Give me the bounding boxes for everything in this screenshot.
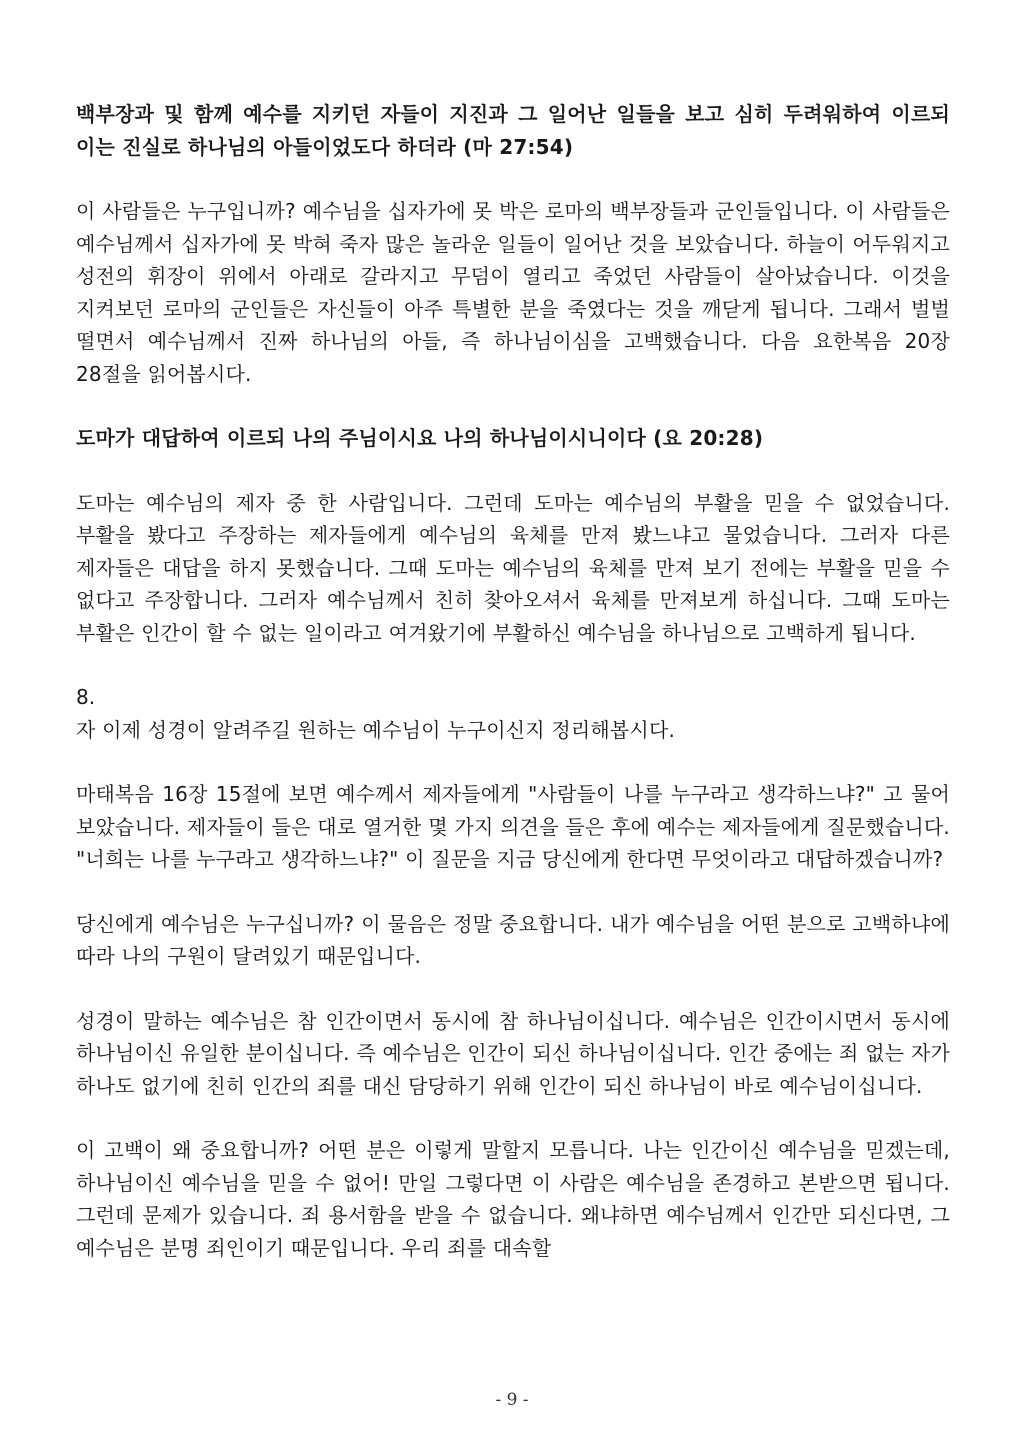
paragraph-thomas: 도마는 예수님의 제자 중 한 사람입니다. 그런데 도마는 예수님의 부활을 믿을 수 없었습니다. 부활을 봤다고 주장하는 제자들에게 예수님의 육체를 만져 봤느냐고 물었습니다. 그러자 다른 제자들은 대답을 하지 못했습니다. 그때 도마는 예수님의 육체를 만져 보기 전에는 부활을 믿을 수 없다고 주장합니다. 그러자 예수님께서 친히 찾아오셔서 육체를 만져보게 하십니다. 그때 도마는 부활은 인간이 할 수 없는 일이라고 여겨왔기에 부활하신 예수님을 하나님으로 고백하게 됩니다. <box>76 490 950 645</box>
spacer <box>76 163 950 195</box>
paragraph-why-important: 이 고백이 왜 중요합니까? 어떤 분은 이렇게 말할지 모릅니다. 나는 인간이신 예수님을 믿겠는데, 하나님이신 예수님을 믿을 수 없어! 만일 그렇다면 이 사람은 예수님을 존경하고 본받으면 됩니다. 그런데 문제가 있습니다. 죄 용서함을 받을 수 없습니다. 왜냐하면 예수님께서 인간만 되신다면, 그 예수님은 분명 죄인이기 때문입니다. 우리 죄를 대속할 <box>76 1138 950 1260</box>
section-number: 8. <box>76 685 96 709</box>
bible-verse-jn-20-28: 도마가 대답하여 이르되 나의 주님이시요 나의 하나님이시니이다 (요 20:28) <box>76 426 764 450</box>
paragraph-true-man-true-god: 성경이 말하는 예수님은 참 인간이면서 동시에 참 하나님이십니다. 예수님은 인간이시면서 동시에 하나님이신 유일한 분이십니다. 즉 예수님은 인간이 되신 하나님이십니다. 인간 중에는 죄 없는 자가 하나도 없기에 친히 인간의 죄를 대신 담당하기 위해 인간이 되신 하나님이 바로 예수님이십니다. <box>76 1008 950 1098</box>
spacer <box>76 1102 950 1134</box>
page-number: - 9 - <box>495 1390 529 1410</box>
paragraph-matthew-16: 마태복음 16장 15절에 보면 예수께서 제자들에게 "사람들이 나를 누구라고 생각하느냐?" 고 물어 보았습니다. 제자들이 들은 대로 열거한 몇 가지 의견을 들은 후에 예수는 제자들에게 질문했습니다. "너희는 나를 누구라고 생각하느냐?" 이 질문을 지금 당신에게 한다면 무엇이라고 대답하겠습니까? <box>76 782 950 871</box>
spacer <box>76 649 950 681</box>
spacer <box>76 390 950 422</box>
spacer <box>76 746 950 778</box>
section-intro: 자 이제 성경이 알려주길 원하는 예수님이 누구이신지 정리해봅시다. <box>76 717 676 742</box>
spacer <box>76 455 950 487</box>
paragraph-roman-soldiers: 이 사람들은 누구입니까? 예수님을 십자가에 못 박은 로마의 백부장들과 군인들입니다. 이 사람들은 예수님께서 십자가에 못 박혀 죽자 많은 놀라운 일들이 일어난 것을 보았습니다. 하늘이 어두워지고 성전의 휘장이 위에서 아래로 갈라지고 무덤이 열리고 죽었던 사람들이 살아났습니다. 이것을 지켜보던 로마의 군인들은 자신들이 아주 특별한 분을 죽였다는 것을 깨닫게 됩니다. 그래서 벌벌 떨면서 예수님께서 진짜 하나님의 아들, 즉 하나님이심을 고백했습니다. 다음 요한복음 20장 28절을 읽어봅시다. <box>76 199 950 386</box>
document-body <box>76 98 950 1264</box>
paragraph-who-is-jesus: 당신에게 예수님은 누구십니까? 이 물음은 정말 중요합니다. 내가 예수님을 어떤 분으로 고백하냐에 따라 나의 구원이 달려있기 때문입니다. <box>76 911 950 968</box>
bible-verse-mt-27-54: 백부장과 및 함께 예수를 지키던 자들이 지진과 그 일어난 일들을 보고 심히 두려워하여 이르되 이는 진실로 하나님의 아들이었도다 하더라 (마 27:54) <box>76 102 950 159</box>
spacer <box>76 973 950 1005</box>
spacer <box>76 876 950 908</box>
